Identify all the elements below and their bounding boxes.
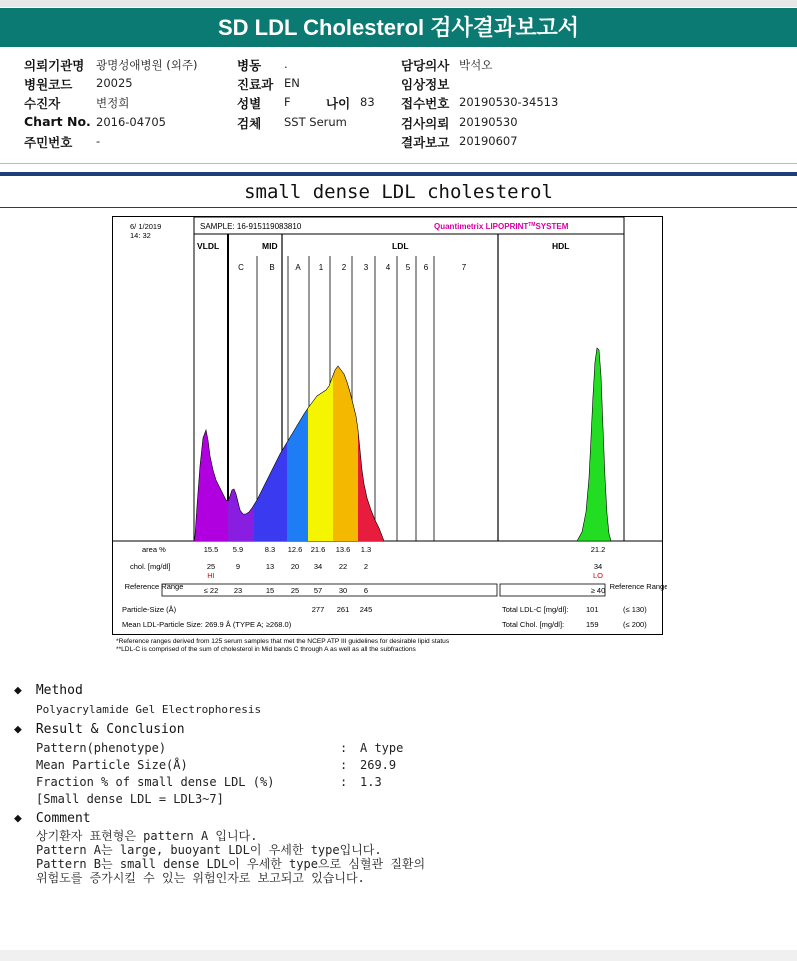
field-label: 담당의사 [401, 58, 450, 73]
ref-value: ≥ 40 [590, 586, 606, 595]
sample-id: SAMPLE: 16-915119083810 [200, 222, 302, 231]
ref-value: 23 [233, 586, 243, 595]
bottom-strip [0, 950, 797, 961]
patient-info-header [0, 48, 797, 163]
field-label: 임상정보 [401, 77, 450, 92]
ref-value: 25 [290, 586, 300, 595]
ref-value: ≤ 22 [203, 586, 219, 595]
footnote-2: **LDL-C is comprised of the sum of cholesterol in Mid bands C through A as well as all the subfractions [116, 646, 416, 653]
flag-lo: LO [592, 571, 604, 580]
field-value: 광명성애병원 (외주) [96, 58, 198, 72]
chol-value: 2 [363, 562, 369, 571]
diamond-icon: ◆ [14, 683, 22, 698]
comment-heading: ◆ Comment [14, 811, 91, 826]
field-label: 검사의뢰 [401, 116, 450, 131]
row-label-area: area % [142, 545, 166, 554]
field-label: Chart No. [24, 114, 91, 129]
ref-value: 30 [338, 586, 348, 595]
report-title: SD LDL Cholesterol 검사결과보고서 [0, 8, 797, 47]
method-text: Polyacrylamide Gel Electrophoresis [36, 703, 262, 716]
chol-value: 13 [265, 562, 275, 571]
ref-value: 15 [265, 586, 275, 595]
lipoprotein-peaks [194, 348, 611, 541]
field-value: 20190607 [459, 134, 518, 148]
field-value: . [284, 57, 288, 71]
comment-line: Pattern B는 small dense LDL이 우세한 type으로 심혈관 질환의 [36, 857, 426, 871]
field-label: 의뢰기관명 [24, 58, 85, 73]
band-b-peak [254, 442, 287, 541]
ref-box-right [500, 584, 605, 596]
method-heading: ◆ Method [14, 683, 83, 698]
comment-line: 상기환자 표현형은 pattern A 입니다. [36, 829, 258, 843]
band-label-2: 2 [341, 263, 347, 272]
band-label-4: 4 [385, 263, 391, 272]
chol-value: 9 [235, 562, 241, 571]
chart-time: 14: 32 [130, 231, 151, 240]
band-label-C: C [238, 263, 244, 272]
area-value: 8.3 [264, 545, 276, 554]
field-value: 2016-04705 [96, 115, 166, 129]
field-value: SST Serum [284, 115, 347, 129]
result-value: A type [360, 741, 404, 755]
mean-ldl-size: Mean LDL-Particle Size: 269.9 Å (TYPE A; ≥268.0) [122, 620, 292, 629]
band-a-peak [287, 408, 308, 541]
result-key: Pattern(phenotype) [36, 741, 167, 755]
total-ldl-label: Total LDL-C [mg/dl]: [502, 605, 569, 614]
field-value: 20025 [96, 76, 133, 90]
group-mid: MID [262, 241, 278, 251]
group-ldl: LDL [392, 241, 409, 251]
field-value: EN [284, 76, 300, 90]
result-colon: : [340, 758, 348, 772]
chol-value: 25 [206, 562, 216, 571]
ref-value: 57 [313, 586, 323, 595]
area-value: 12.6 [287, 545, 303, 554]
lipoprint-chart [112, 216, 667, 656]
band-c-peak [228, 489, 254, 541]
ldl2-peak [333, 366, 358, 541]
result-note: [Small dense LDL = LDL3~7] [36, 792, 224, 806]
field-label: 병원코드 [24, 77, 73, 92]
particle-size-value: 277 [311, 605, 325, 614]
field-label: 성별 [237, 96, 262, 111]
field-value: - [96, 134, 101, 148]
top-strip [0, 0, 797, 7]
particle-size-value: 261 [336, 605, 350, 614]
band-label-5: 5 [405, 263, 411, 272]
band-label-A: A [295, 263, 301, 272]
comment-line: Pattern A는 large, buoyant LDL이 우세한 type입니다. [36, 843, 382, 857]
footnote-1: *Reference ranges derived from 125 serum samples that met the NCEP ATP III guidelines for desirable lipid status [116, 638, 450, 645]
field-label: 검체 [237, 116, 262, 131]
chol-value: 34 [313, 562, 323, 571]
field-value: 20190530-34513 [459, 95, 559, 109]
field-label: 주민번호 [24, 135, 73, 150]
row-label-ref: Reference Range [124, 582, 184, 591]
vldl-peak [194, 430, 228, 541]
field-label: 결과보고 [401, 135, 450, 150]
band-label-3: 3 [363, 263, 369, 272]
row-label-chol: chol. [mg/dl] [130, 562, 171, 571]
row-label-ref-right: Reference Range [609, 582, 667, 591]
ldl1-peak [308, 375, 333, 541]
band-label-6: 6 [423, 263, 429, 272]
comment-line: 위험도를 증가시킬 수 있는 위험인자로 보고되고 있습니다. [36, 871, 365, 885]
age-value: 83 [360, 95, 375, 109]
band-label-B: B [269, 263, 275, 272]
total-chol-ref: (≤ 200) [623, 620, 647, 629]
band-label-7: 7 [461, 263, 467, 272]
result-key: Fraction % of small dense LDL (%) [36, 775, 275, 789]
row-label-particle: Particle-Size (Å) [122, 605, 177, 614]
chart-date: 6/ 1/2019 [130, 222, 162, 231]
area-value: 5.9 [232, 545, 244, 554]
chart-border [113, 217, 663, 635]
area-value: 1.3 [360, 545, 372, 554]
field-value: 변정희 [96, 96, 130, 110]
area-value: 15.5 [203, 545, 219, 554]
result-value: 1.3 [360, 775, 382, 789]
results-table [122, 545, 667, 629]
area-value: 21.2 [590, 545, 606, 554]
field-label: 수진자 [24, 96, 61, 111]
field-label: 접수번호 [401, 96, 450, 111]
particle-size-value: 245 [359, 605, 373, 614]
result-heading: ◆ Result & Conclusion [14, 722, 185, 737]
section-title: small dense LDL cholesterol [244, 181, 553, 203]
group-vldl: VLDL [197, 241, 220, 251]
field-label: 진료과 [237, 77, 274, 92]
flag-hi: HI [207, 571, 215, 580]
result-value: 269.9 [360, 758, 397, 772]
system-name: Quantimetrix LIPOPRINT™SYSTEM [434, 222, 569, 231]
ref-value: 6 [363, 586, 369, 595]
ldl3-peak [358, 430, 384, 541]
diamond-icon: ◆ [14, 722, 22, 737]
divider [0, 207, 797, 208]
chol-value: 34 [593, 562, 603, 571]
group-hdl: HDL [552, 241, 570, 251]
total-ldl-value: 101 [586, 605, 599, 614]
diamond-icon: ◆ [14, 811, 22, 826]
age-label: 나이 [326, 96, 351, 111]
band-label-1: 1 [318, 263, 324, 272]
hdl-peak [577, 348, 611, 541]
area-value: 21.6 [310, 545, 326, 554]
chol-value: 20 [290, 562, 300, 571]
field-value: 박석오 [459, 58, 493, 72]
field-value: 20190530 [459, 115, 518, 129]
chol-value: 22 [338, 562, 348, 571]
field-value: F [284, 95, 291, 109]
result-colon: : [340, 741, 348, 755]
field-label: 병동 [237, 58, 262, 73]
total-chol-value: 159 [586, 620, 599, 629]
total-chol-label: Total Chol. [mg/dl]: [502, 620, 565, 629]
divider [0, 163, 797, 164]
total-ldl-ref: (≤ 130) [623, 605, 647, 614]
area-value: 13.6 [335, 545, 351, 554]
result-colon: : [340, 775, 348, 789]
result-key: Mean Particle Size(Å) [36, 758, 188, 772]
